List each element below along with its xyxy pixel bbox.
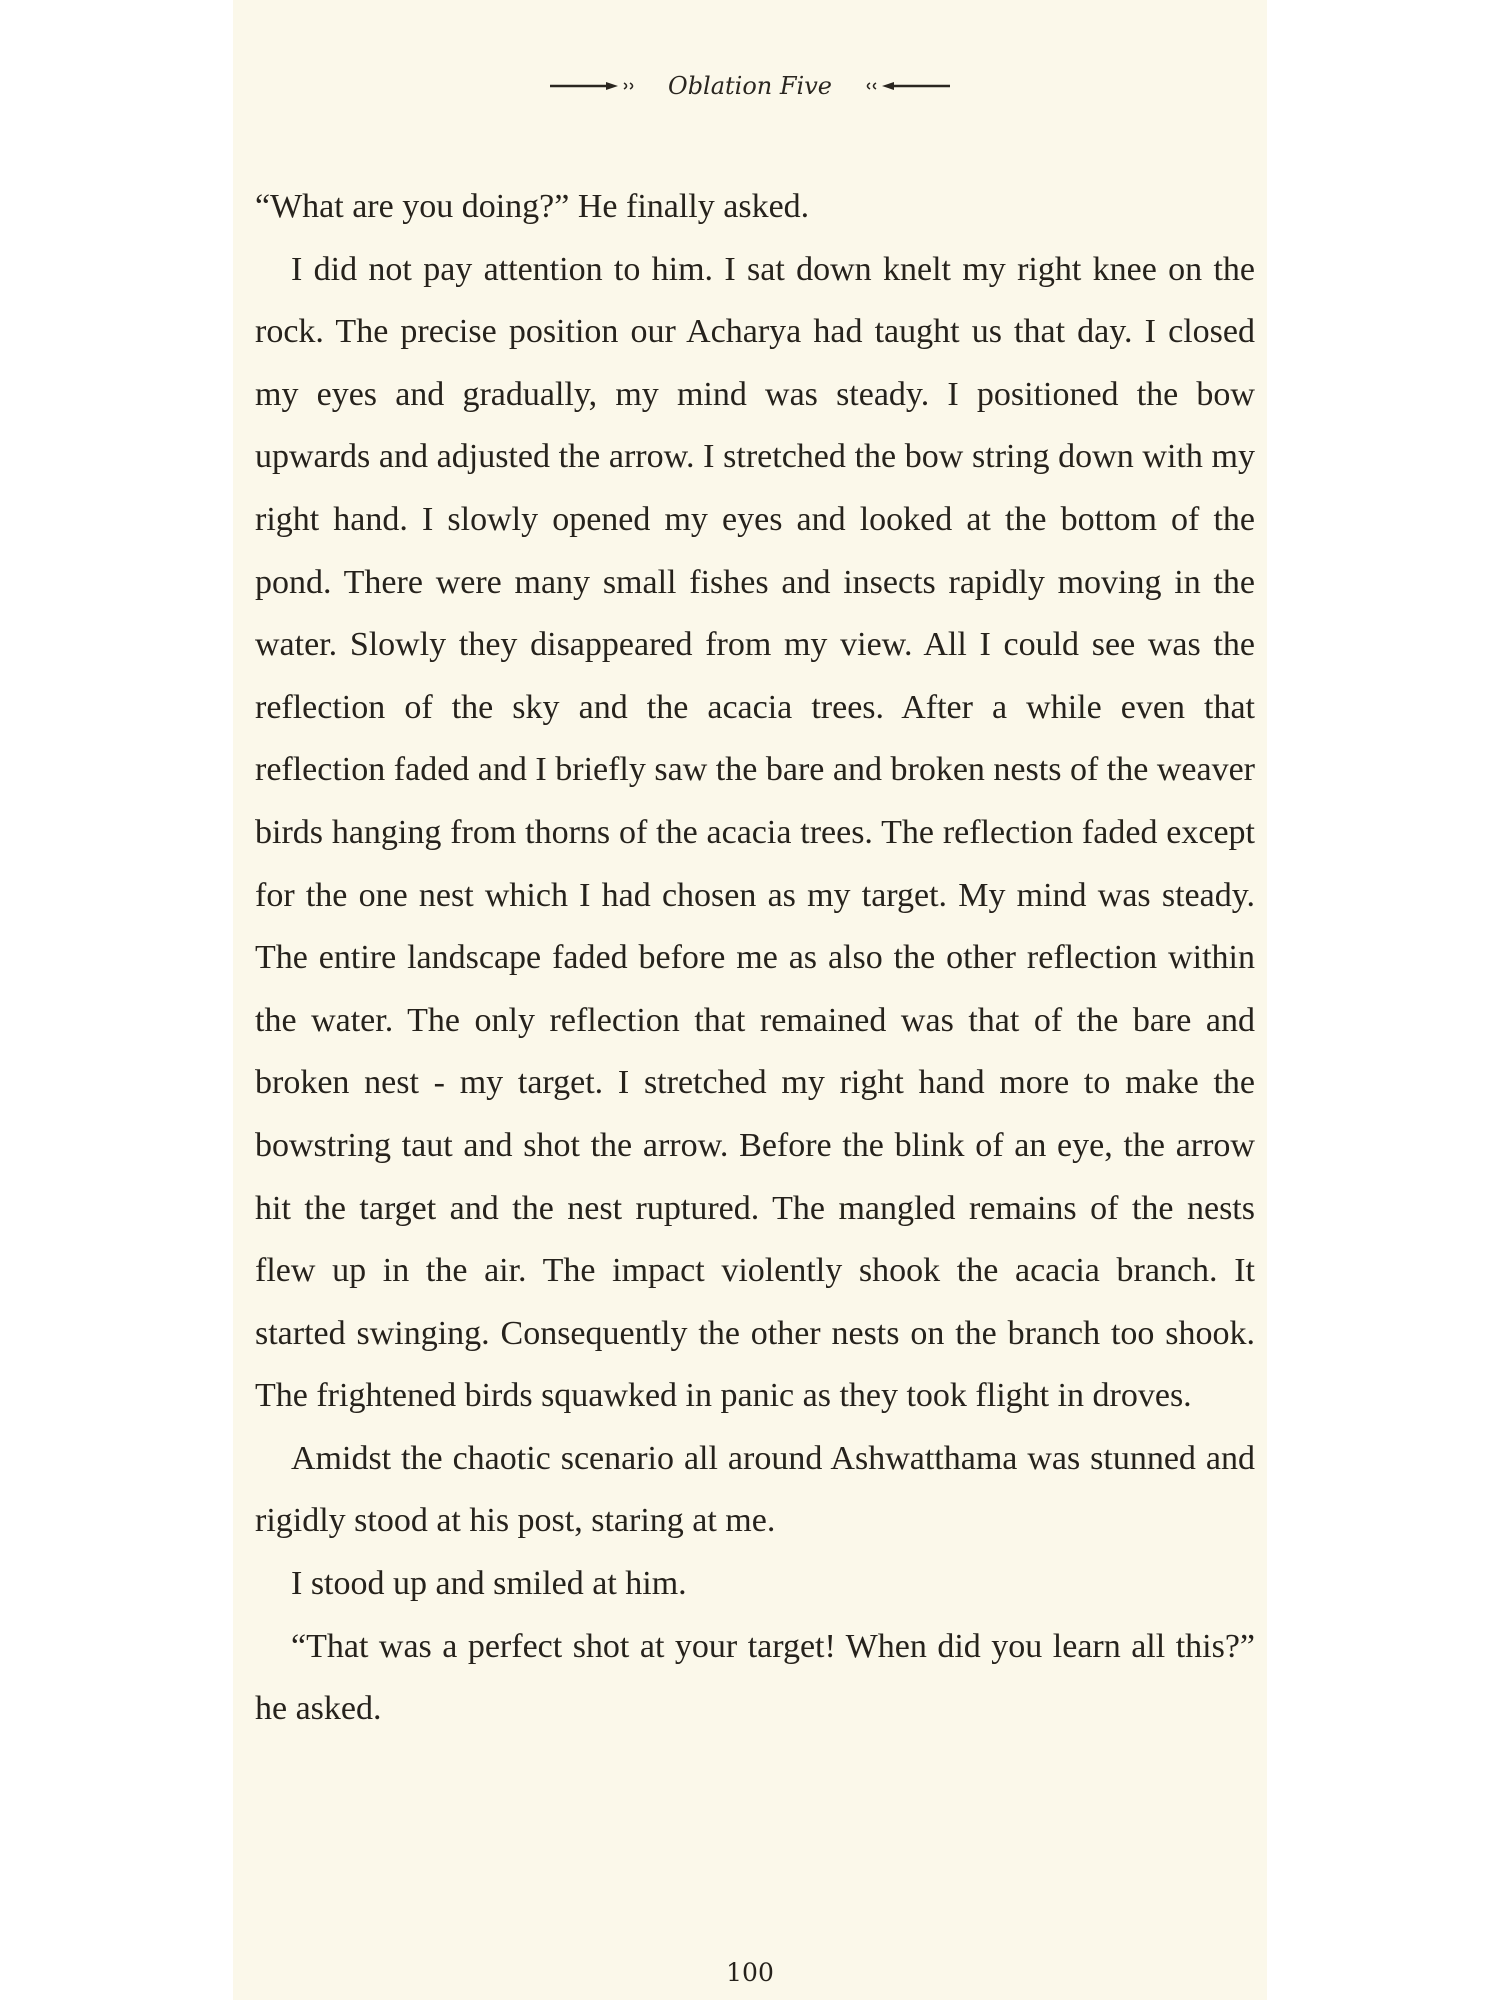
- right-ornament-rule: [860, 80, 950, 92]
- paragraph: “That was a perfect shot at your target! When did you learn all this?” he asked.: [255, 1627, 1255, 1728]
- running-head: [233, 70, 1267, 110]
- left-ornament-rule: [550, 80, 640, 92]
- page-number: 100: [726, 1958, 774, 1987]
- book-page: [233, 0, 1267, 2000]
- paragraph: “What are you doing?” He finally asked.: [255, 188, 810, 225]
- chapter-title: Oblation Five: [668, 71, 832, 100]
- paragraph: I stood up and smiled at him.: [291, 1565, 687, 1603]
- paragraph: I did not pay attention to him. I sat down knelt my right knee on the rock. The precise position our Acharya had taught us that day. I closed my eyes and gradually, my mind was steady. I positioned the bow upwards and adjusted the arrow. I stretched the bow string down with my right hand. I slowly opened my eyes and looked at the bottom of the pond. There were many small fishes and insects rapidly moving in the water. Slowly they disappeared from my view. All I could see was the reflection of the sky and the acacia trees. After a while even that reflection faded and I briefly saw the bare and broken nests of the weaver birds hanging from thorns of the acacia trees. The reflection faded except for the one nest which I had chosen as my target. My mind was steady. The entire landscape faded before me as also the other reflection within the water. The only reflection that remained was that of the bare and broken nest - my target. I stretched my right hand more to make the bowstring taut and shot the arrow. Before the blink of an eye, the arrow hit the target and the nest ruptured. The mangled remains of the nests flew up in the air. The impact violently shook the acacia branch. It started swinging. Consequently the other nests on the branch too shook. The frightened birds squawked in panic as they took flight in droves.: [255, 250, 1255, 1415]
- paragraph: Amidst the chaotic scenario all around Ashwatthama was stunned and rigidly stood at his post, staring at me.: [255, 1439, 1255, 1540]
- body-text: [255, 176, 1255, 1741]
